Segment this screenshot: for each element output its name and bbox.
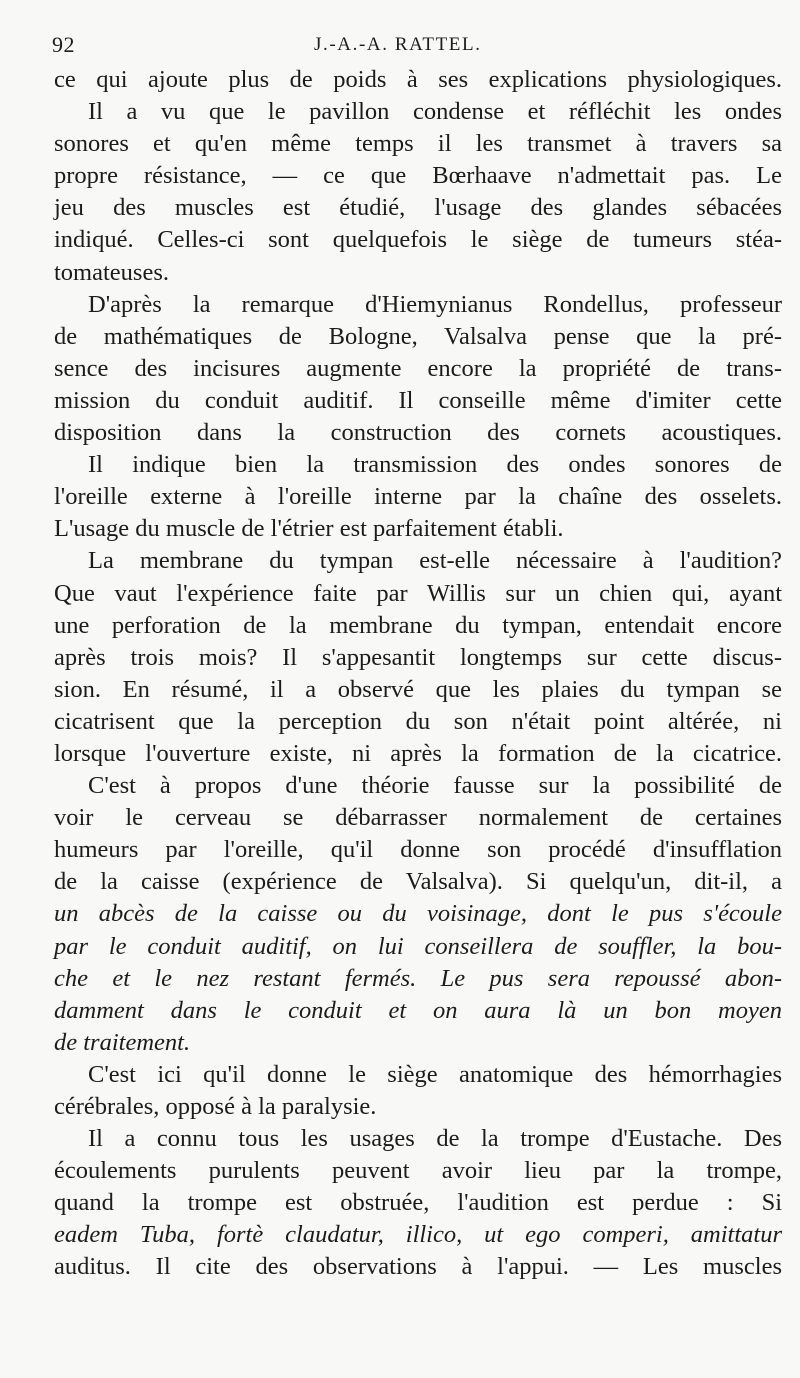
running-head: J.-A.-A. RATTEL. <box>314 34 482 55</box>
text-line: cicatrisent que la perception du son n'était point altérée, ni <box>54 707 782 735</box>
text-line: auditus. Il cite des observations à l'appui. — Les muscles <box>54 1253 782 1281</box>
body-text <box>54 64 782 1284</box>
text-line: quand la trompe est obstruée, l'audition est perdue : Si <box>54 1189 782 1217</box>
text-line: sence des incisures augmente encore la propriété de trans- <box>54 354 782 382</box>
text-line: lorsque l'ouverture existe, ni après la formation de la cicatrice. <box>54 739 782 767</box>
text-line: Que vaut l'expérience faite par Willis sur un chien qui, ayant <box>54 579 782 607</box>
text-line: voir le cerveau se débarrasser normalement de certaines <box>54 804 782 832</box>
text-line: par le conduit auditif, on lui conseillera de souffler, la bou- <box>54 932 782 960</box>
text-line: Il a vu que le pavillon condense et réfléchit les ondes <box>88 98 782 126</box>
text-line: jeu des muscles est étudié, l'usage des glandes sébacées <box>54 194 782 222</box>
text-line: D'après la remarque d'Hiemynianus Rondellus, professeur <box>88 290 782 318</box>
text-line: Il indique bien la transmission des ondes sonores de <box>88 451 782 479</box>
text-line: mission du conduit auditif. Il conseille même d'imiter cette <box>54 386 782 414</box>
text-line: sion. En résumé, il a observé que les plaies du tympan se <box>54 675 782 703</box>
text-line: propre résistance, — ce que Bœrhaave n'admettait pas. Le <box>54 162 782 190</box>
text-line: un abcès de la caisse ou du voisinage, dont le pus s'écoule <box>54 900 782 928</box>
text-line: cérébrales, opposé à la paralysie. <box>54 1093 377 1120</box>
text-line: humeurs par l'oreille, qu'il donne son procédé d'insufflation <box>54 836 782 864</box>
page-number: 92 <box>52 32 75 57</box>
text-line: L'usage du muscle de l'étrier est parfaitement établi. <box>54 515 564 543</box>
text-line: l'oreille externe à l'oreille interne par la chaîne des osselets. <box>54 483 782 511</box>
text-line: de mathématiques de Bologne, Valsalva pense que la pré- <box>54 322 782 350</box>
text-line: tomateuses. <box>54 258 169 286</box>
text-line: sonores et qu'en même temps il les transmet à travers sa <box>54 130 782 158</box>
text-line: indiqué. Celles-ci sont quelquefois le siège de tumeurs stéa- <box>54 226 782 254</box>
text-line: après trois mois? Il s'appesantit longtemps sur cette discus- <box>54 643 782 671</box>
text-line: disposition dans la construction des cornets acoustiques. <box>54 419 782 447</box>
text-line: C'est à propos d'une théorie fausse sur la possibilité de <box>88 772 782 800</box>
text-line: che et le nez restant fermés. Le pus sera repoussé abon- <box>54 964 782 992</box>
page-header <box>52 32 760 62</box>
text-line: La membrane du tympan est-elle nécessaire à l'audition? <box>88 547 782 575</box>
text-line: damment dans le conduit et on aura là un bon moyen <box>54 996 782 1024</box>
text-line: C'est ici qu'il donne le siège anatomique des hémorrhagies <box>88 1060 782 1088</box>
text-line: écoulements purulents peuvent avoir lieu par la trompe, <box>54 1157 782 1185</box>
text-line: eadem Tuba, fortè claudatur, illico, ut ego comperi, amittatur <box>54 1221 782 1249</box>
text-line: ce qui ajoute plus de poids à ses explications physiologiques. <box>54 66 782 93</box>
text-line: de la caisse (expérience de Valsalva). Si quelqu'un, dit-il, a <box>54 868 782 896</box>
text-line: une perforation de la membrane du tympan, entendait encore <box>54 611 782 639</box>
text-line: de traitement. <box>54 1028 191 1056</box>
text-line: Il a connu tous les usages de la trompe d'Eustache. Des <box>88 1125 782 1153</box>
